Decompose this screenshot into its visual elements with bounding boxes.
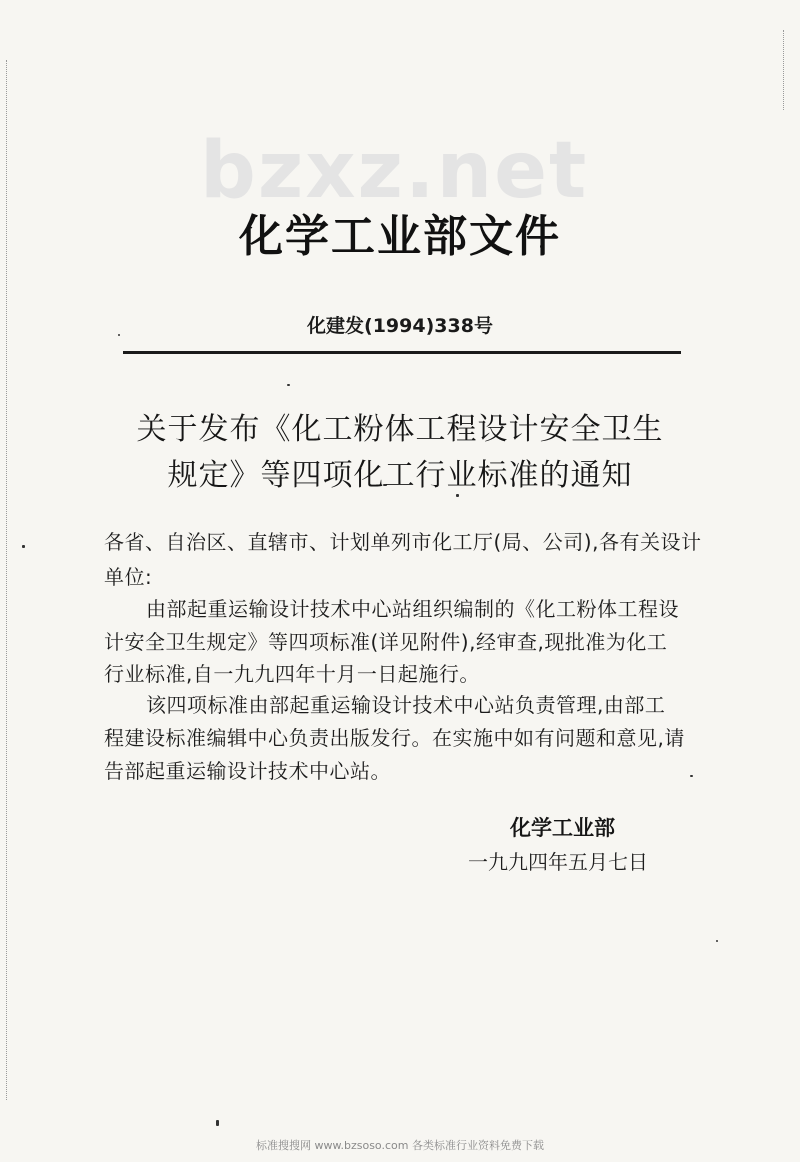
- scan-speck: [456, 494, 459, 497]
- body-line: 程建设标准编辑中心负责出版发行。在实施中如有问题和意见,请: [104, 726, 685, 750]
- document-title: 化学工业部文件: [239, 211, 561, 262]
- body-line: 该四项标准由部起重运输设计技术中心站负责管理,由部工: [146, 693, 666, 717]
- scan-speck: [216, 1120, 219, 1126]
- document-number: 化建发(1994)338号: [307, 315, 493, 337]
- header-rule: [123, 351, 681, 354]
- scan-speck: [716, 940, 718, 942]
- body-line: 由部起重运输设计技术中心站组织编制的《化工粉体工程设: [146, 597, 679, 621]
- body-line: 各省、自治区、直辖市、计划单列市化工厅(局、公司),各有关设计: [104, 530, 702, 554]
- scan-speck: [22, 545, 25, 548]
- subject-line-1: 关于发布《化工粉体工程设计安全卫生: [136, 412, 664, 447]
- signature-organization: 化学工业部: [510, 816, 615, 840]
- scan-edge-right: [783, 30, 785, 110]
- subject-line-2: 规定》等四项化工行业标准的通知: [167, 458, 633, 493]
- body-line: 单位:: [104, 565, 153, 589]
- footer-source-note: 标准搜搜网 www.bzsoso.com 各类标准行业资料免费下载: [256, 1139, 544, 1152]
- body-line: 计安全卫生规定》等四项标准(详见附件),经审查,现批准为化工: [104, 630, 668, 654]
- body-line: 告部起重运输设计技术中心站。: [104, 759, 391, 783]
- watermark: bzxz.net: [200, 126, 589, 216]
- signature-date: 一九九四年五月七日: [468, 850, 648, 874]
- body-line: 行业标准,自一九九四年十月一日起施行。: [104, 662, 480, 686]
- scan-speck: [287, 384, 290, 386]
